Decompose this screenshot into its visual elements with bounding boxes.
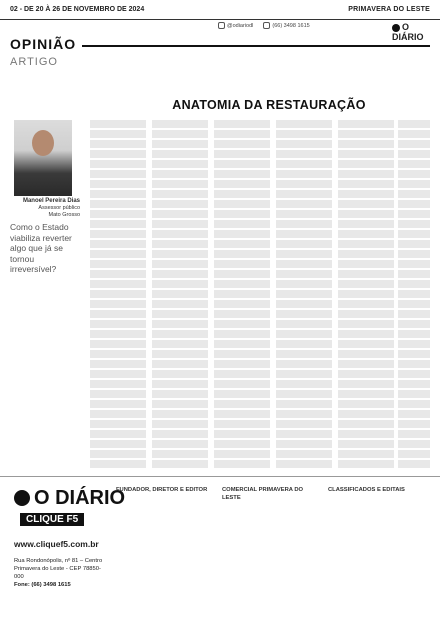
text-line-placeholder [214,450,270,458]
author-role: Assessor público [38,205,80,211]
text-line-placeholder [398,360,430,368]
text-line-placeholder [276,370,332,378]
text-line-placeholder [90,150,146,158]
text-line-placeholder [338,420,394,428]
text-line-placeholder [214,260,270,268]
text-line-placeholder [338,270,394,278]
text-line-placeholder [398,430,430,438]
masthead-logo: O DIÁRIO [14,487,125,510]
text-line-placeholder [214,140,270,148]
text-line-placeholder [152,410,208,418]
text-line-placeholder [214,460,270,468]
text-line-placeholder [90,350,146,358]
text-line-placeholder [152,390,208,398]
text-line-placeholder [338,240,394,248]
text-line-placeholder [276,120,332,128]
text-line-placeholder [152,370,208,378]
text-line-placeholder [276,360,332,368]
text-line-placeholder [214,130,270,138]
text-line-placeholder [90,400,146,408]
text-line-placeholder [90,170,146,178]
text-line-placeholder [398,390,430,398]
text-line-placeholder [398,380,430,388]
text-line-placeholder [338,380,394,388]
text-line-placeholder [398,180,430,188]
text-line-placeholder [90,220,146,228]
text-line-placeholder [338,290,394,298]
whatsapp-icon [263,22,270,29]
text-line-placeholder [398,150,430,158]
text-line-placeholder [338,130,394,138]
text-line-placeholder [90,450,146,458]
text-line-placeholder [214,120,270,128]
text-line-placeholder [90,330,146,338]
text-line-placeholder [152,460,208,468]
text-line-placeholder [398,190,430,198]
text-line-placeholder [214,370,270,378]
text-line-placeholder [276,270,332,278]
text-line-placeholder [276,300,332,308]
text-line-placeholder [152,350,208,358]
text-line-placeholder [398,140,430,148]
section-rule [82,45,430,47]
article-column-4 [276,120,332,472]
text-line-placeholder [152,260,208,268]
text-line-placeholder [90,420,146,428]
text-line-placeholder [338,150,394,158]
text-line-placeholder [214,430,270,438]
author-caption [10,198,80,219]
text-line-placeholder [398,270,430,278]
text-line-placeholder [90,410,146,418]
text-line-placeholder [90,180,146,188]
text-line-placeholder [90,280,146,288]
text-line-placeholder [398,340,430,348]
text-line-placeholder [398,260,430,268]
text-line-placeholder [398,200,430,208]
masthead [0,476,440,623]
text-line-placeholder [398,330,430,338]
logo-mark-icon [14,490,30,506]
text-line-placeholder [214,350,270,358]
text-line-placeholder [398,230,430,238]
text-line-placeholder [338,230,394,238]
text-line-placeholder [214,420,270,428]
text-line-placeholder [214,270,270,278]
text-line-placeholder [338,400,394,408]
text-line-placeholder [398,250,430,258]
text-line-placeholder [398,170,430,178]
text-line-placeholder [214,160,270,168]
text-line-placeholder [276,230,332,238]
text-line-placeholder [398,310,430,318]
text-line-placeholder [152,120,208,128]
text-line-placeholder [398,370,430,378]
text-line-placeholder [276,150,332,158]
text-line-placeholder [152,360,208,368]
section-title: OPINIÃO [10,36,77,52]
text-line-placeholder [398,420,430,428]
text-line-placeholder [338,430,394,438]
classifieds-column: CLASSIFICADOS E EDITAIS [328,487,405,493]
text-line-placeholder [90,160,146,168]
text-line-placeholder [214,280,270,288]
text-line-placeholder [90,250,146,258]
text-line-placeholder [152,160,208,168]
text-line-placeholder [90,230,146,238]
text-line-placeholder [152,210,208,218]
text-line-placeholder [214,240,270,248]
text-line-placeholder [398,460,430,468]
address: Rua Rondonópolis, nº 81 – Centro Primavera do Leste - CEP 78850-000 [14,558,103,580]
logo-mark-icon [392,24,400,32]
text-line-placeholder [214,320,270,328]
text-line-placeholder [152,130,208,138]
text-line-placeholder [276,240,332,248]
text-line-placeholder [214,220,270,228]
text-line-placeholder [90,190,146,198]
text-line-placeholder [398,410,430,418]
instagram-icon [218,22,225,29]
text-line-placeholder [90,360,146,368]
text-line-placeholder [276,330,332,338]
text-line-placeholder [276,450,332,458]
text-line-placeholder [90,370,146,378]
author-face [32,130,54,156]
text-line-placeholder [338,450,394,458]
text-line-placeholder [214,300,270,308]
text-line-placeholder [338,120,394,128]
page-date: 02 - DE 20 À 26 DE NOVEMBRO DE 2024 [10,6,145,13]
page-header-bar [0,0,440,20]
text-line-placeholder [398,350,430,358]
text-line-placeholder [338,440,394,448]
text-line-placeholder [214,170,270,178]
text-line-placeholder [398,120,430,128]
staff-column: FUNDADOR, DIRETOR E EDITOR [116,487,208,493]
text-line-placeholder [338,160,394,168]
social-phone[interactable]: (66) 3498 1615 [263,22,309,29]
text-line-placeholder [152,300,208,308]
author-extra: Mato Grosso [48,212,80,218]
text-line-placeholder [214,390,270,398]
text-line-placeholder [90,440,146,448]
text-line-placeholder [398,440,430,448]
text-line-placeholder [214,230,270,238]
text-line-placeholder [152,310,208,318]
text-line-placeholder [152,400,208,408]
commercial-column: COMERCIAL PRIMAVERA DO LESTE [222,487,304,501]
text-line-placeholder [338,300,394,308]
article-headline: ANATOMIA DA RESTAURAÇÃO [172,98,366,112]
text-line-placeholder [398,210,430,218]
text-line-placeholder [398,130,430,138]
text-line-placeholder [214,210,270,218]
text-line-placeholder [90,200,146,208]
text-line-placeholder [152,220,208,228]
text-line-placeholder [338,280,394,288]
text-line-placeholder [152,280,208,288]
text-line-placeholder [338,220,394,228]
text-line-placeholder [338,460,394,468]
text-line-placeholder [214,310,270,318]
text-line-placeholder [214,340,270,348]
text-line-placeholder [338,340,394,348]
text-line-placeholder [338,140,394,148]
text-line-placeholder [214,440,270,448]
text-line-placeholder [338,210,394,218]
text-line-placeholder [338,320,394,328]
article-column-2 [152,120,208,472]
text-line-placeholder [152,450,208,458]
text-line-placeholder [398,320,430,328]
text-line-placeholder [90,270,146,278]
text-line-placeholder [276,420,332,428]
text-line-placeholder [152,320,208,328]
text-line-placeholder [338,330,394,338]
text-line-placeholder [152,190,208,198]
text-line-placeholder [90,300,146,308]
text-line-placeholder [398,290,430,298]
text-line-placeholder [90,460,146,468]
text-line-placeholder [276,260,332,268]
text-line-placeholder [214,410,270,418]
text-line-placeholder [152,340,208,348]
text-line-placeholder [90,290,146,298]
text-line-placeholder [338,350,394,358]
article-column-5 [338,120,394,472]
text-line-placeholder [276,290,332,298]
text-line-placeholder [398,450,430,458]
text-line-placeholder [338,360,394,368]
text-line-placeholder [214,360,270,368]
text-line-placeholder [152,230,208,238]
text-line-placeholder [338,390,394,398]
text-line-placeholder [214,200,270,208]
text-line-placeholder [398,300,430,308]
text-line-placeholder [214,330,270,338]
header-logo: O DIÁRIO [392,22,424,42]
text-line-placeholder [214,150,270,158]
text-line-placeholder [152,170,208,178]
text-line-placeholder [276,390,332,398]
address-block [14,557,110,589]
text-line-placeholder [276,190,332,198]
text-line-placeholder [152,290,208,298]
text-line-placeholder [276,220,332,228]
text-line-placeholder [90,130,146,138]
text-line-placeholder [214,400,270,408]
text-line-placeholder [214,180,270,188]
text-line-placeholder [398,280,430,288]
text-line-placeholder [276,180,332,188]
text-line-placeholder [276,460,332,468]
text-line-placeholder [90,260,146,268]
section-kind: ARTIGO [10,56,58,68]
text-line-placeholder [276,250,332,258]
text-line-placeholder [90,140,146,148]
phone: Fone: (66) 3498 1615 [14,582,71,588]
text-line-placeholder [276,210,332,218]
text-line-placeholder [276,160,332,168]
author-name: Manoel Pereira Dias [22,198,80,204]
social-strip [218,22,310,29]
publication-name: PRIMAVERA DO LESTE [348,6,430,13]
text-line-placeholder [90,390,146,398]
pull-quote: Como o Estado viabiliza reverter algo que já se tornou irreversível? [10,222,72,274]
text-line-placeholder [152,330,208,338]
text-line-placeholder [90,430,146,438]
text-line-placeholder [214,290,270,298]
article-column-1 [90,120,146,472]
text-line-placeholder [90,320,146,328]
text-line-placeholder [90,240,146,248]
text-line-placeholder [90,310,146,318]
text-line-placeholder [90,340,146,348]
text-line-placeholder [276,350,332,358]
text-line-placeholder [152,440,208,448]
text-line-placeholder [214,190,270,198]
text-line-placeholder [276,430,332,438]
text-line-placeholder [276,400,332,408]
text-line-placeholder [276,320,332,328]
text-line-placeholder [276,130,332,138]
text-line-placeholder [276,280,332,288]
text-line-placeholder [276,310,332,318]
text-line-placeholder [90,380,146,388]
text-line-placeholder [276,140,332,148]
text-line-placeholder [152,140,208,148]
text-line-placeholder [214,250,270,258]
article-column-3 [214,120,270,472]
text-line-placeholder [338,250,394,258]
author-photo [14,120,72,196]
text-line-placeholder [152,420,208,428]
clique-badge: CLIQUE F5 [20,513,84,526]
social-handle[interactable]: @odiariodl [218,22,253,29]
text-line-placeholder [276,440,332,448]
text-line-placeholder [338,260,394,268]
text-line-placeholder [398,400,430,408]
text-line-placeholder [276,410,332,418]
text-line-placeholder [152,200,208,208]
text-line-placeholder [338,200,394,208]
text-line-placeholder [338,180,394,188]
text-line-placeholder [338,410,394,418]
text-line-placeholder [152,250,208,258]
article-column-6 [398,120,430,472]
text-line-placeholder [152,180,208,188]
website-link[interactable]: www.cliquef5.com.br [14,539,99,549]
text-line-placeholder [338,310,394,318]
text-line-placeholder [152,380,208,388]
text-line-placeholder [152,150,208,158]
text-line-placeholder [214,380,270,388]
text-line-placeholder [276,200,332,208]
text-line-placeholder [398,160,430,168]
text-line-placeholder [276,170,332,178]
text-line-placeholder [338,190,394,198]
text-line-placeholder [398,220,430,228]
text-line-placeholder [338,170,394,178]
text-line-placeholder [152,430,208,438]
text-line-placeholder [398,240,430,248]
text-line-placeholder [90,210,146,218]
text-line-placeholder [90,120,146,128]
text-line-placeholder [152,240,208,248]
text-line-placeholder [276,380,332,388]
text-line-placeholder [276,340,332,348]
text-line-placeholder [152,270,208,278]
text-line-placeholder [338,370,394,378]
